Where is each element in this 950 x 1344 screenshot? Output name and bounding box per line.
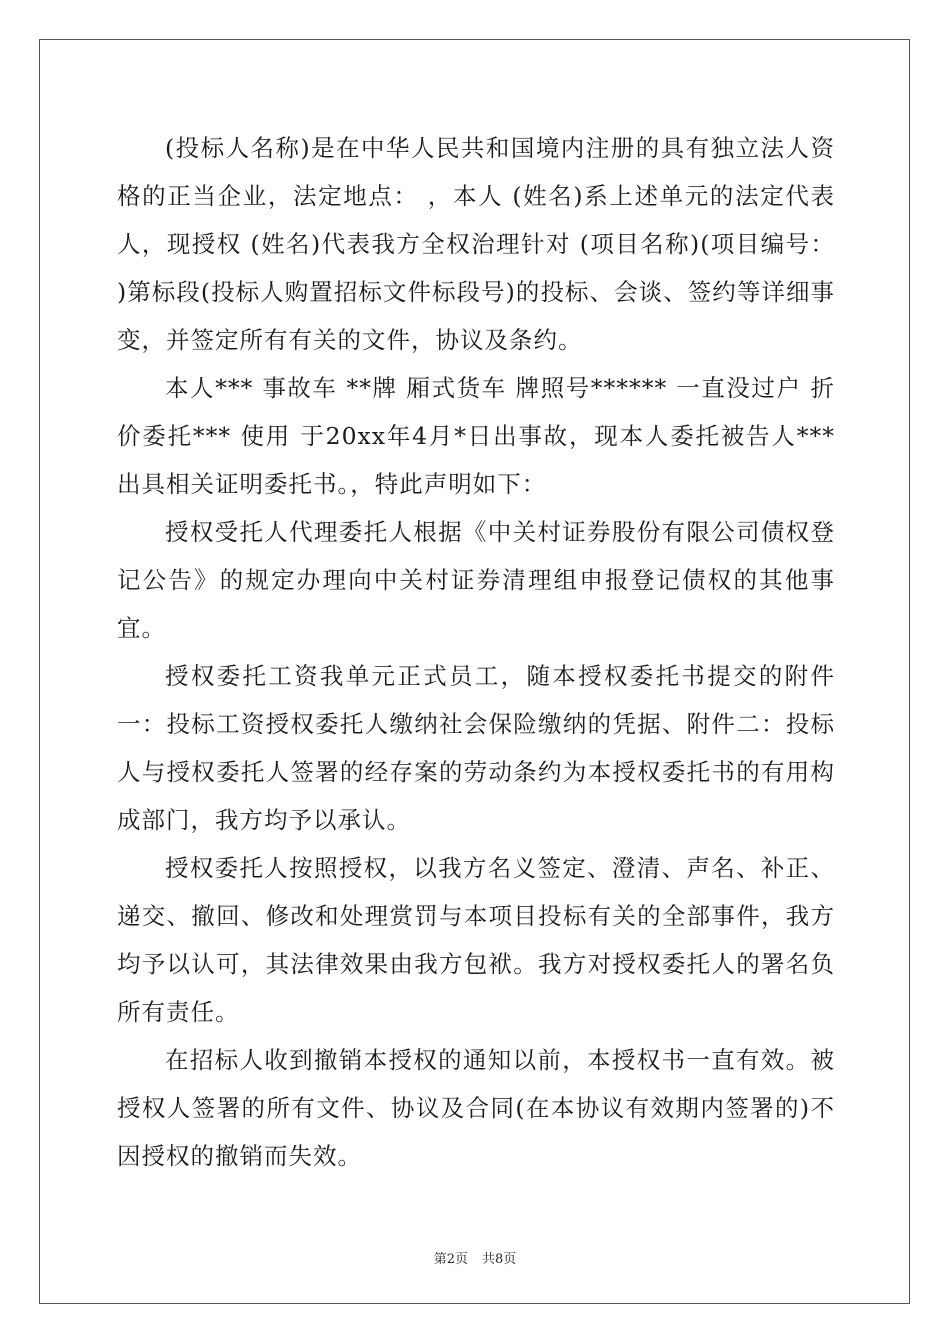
paragraph-4: 授权委托工资我单元正式员工，随本授权委托书提交的附件一：投标工资授权委托人缴纳社会保险缴纳的凭据、附件二：投标人与授权委托人签署的经存案的劳动条约为本授权委托书的有用构成部门，我方均予以承认。 [117,662,835,834]
paragraph-6: 在招标人收到撤销本授权的通知以前，本授权书一直有效。被授权人签署的所有文件、协议及合同(在本协议有效期内签署的)不因授权的撤销而失效。 [117,1046,835,1170]
document-body [117,124,835,1180]
paragraph-2: 本人*** 事故车 **牌 厢式货车 牌照号****** 一直没过户 折价委托*** 使用 于20xx年4月*日出事故，现本人委托被告人***出具相关证明委托书。，特此声明如下： [117,374,835,498]
page-footer [0,1248,950,1267]
paragraph-3: 授权受托人代理委托人根据《中关村证券股份有限公司债权登记公告》的规定办理向中关村证券清理组申报登记债权的其他事宜。 [117,518,835,642]
paragraph-5: 授权委托人按照授权，以我方名义签定、澄清、声名、补正、递交、撤回、修改和处理赏罚与本项目投标有关的全部事件，我方均予以认可，其法律效果由我方包袱。我方对授权委托人的署名负所有责任。 [117,854,835,1026]
paragraph-1: (投标人名称)是在中华人民共和国境内注册的具有独立法人资格的正当企业，法定地点： ，本人 (姓名)系上述单元的法定代表人，现授权 (姓名)代表我方全权治理针对 (项目名称)(项目编号： )第标段(投标人购置招标文件标段号)的投标、会谈、签约等详细事变，并签定所有有关的文件，协议及条约。 [117,134,835,354]
page-number-current: 第2页 [433,1252,468,1267]
page-number-total: 共8页 [482,1252,517,1267]
